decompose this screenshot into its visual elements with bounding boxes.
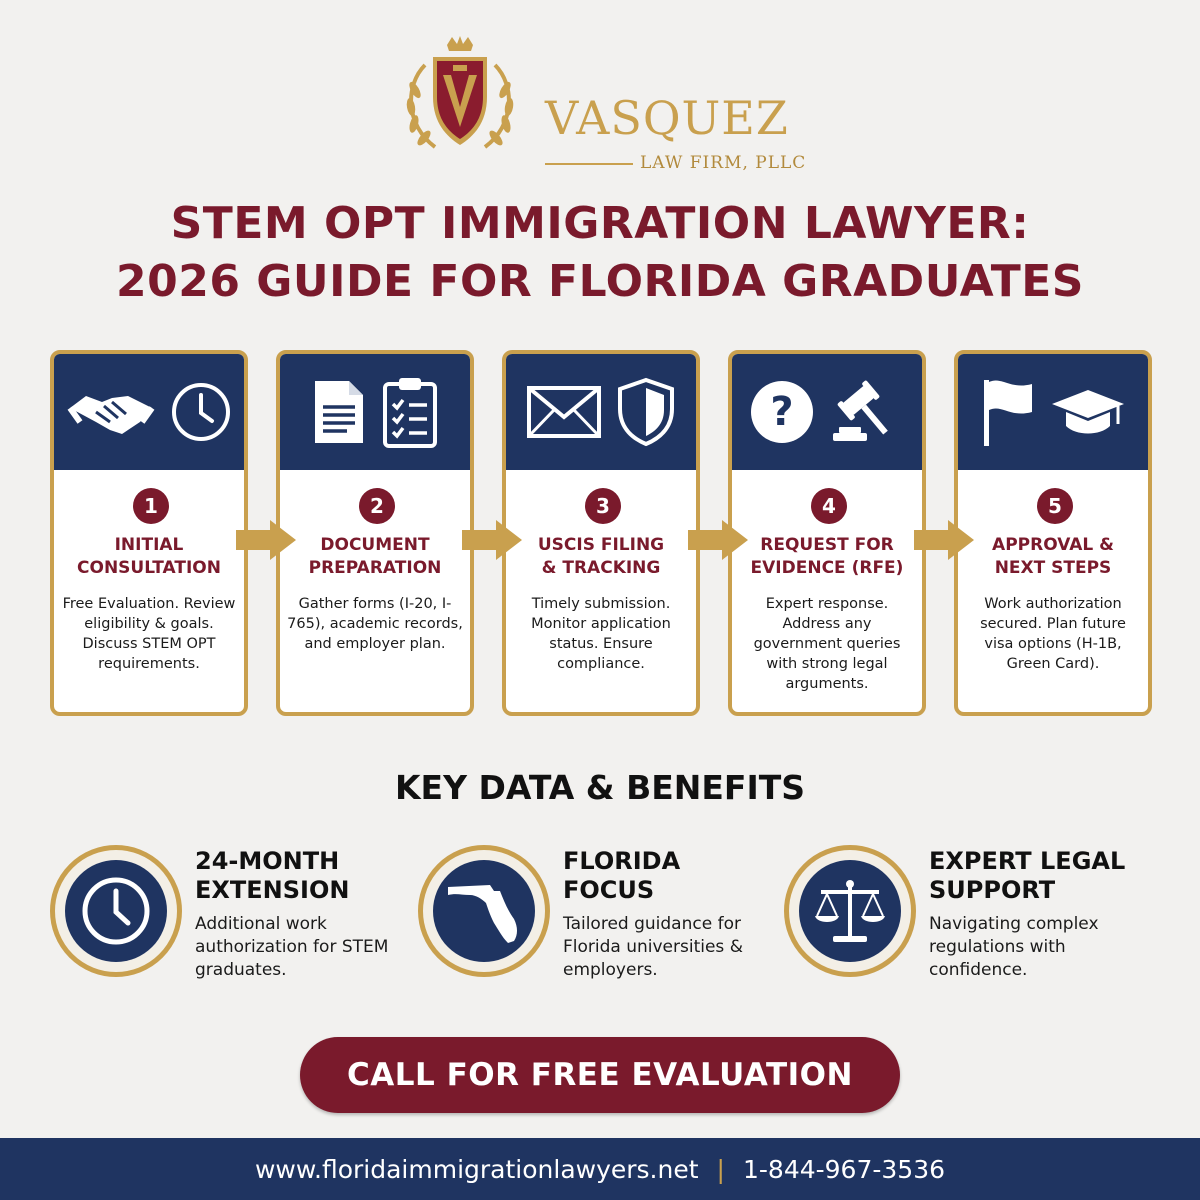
step-card-header [280, 354, 470, 470]
step-description: Expert response. Address any government queries with strong legal arguments. [753, 596, 901, 692]
shield-icon [616, 377, 676, 447]
arrow-right-icon [688, 520, 748, 560]
arrow-right-icon [236, 520, 296, 560]
benefit-title-line2: FOCUS [563, 876, 655, 904]
page-title-line2: 2026 GUIDE FOR FLORIDA GRADUATES [116, 256, 1084, 307]
benefit-description: Navigating complex regulations with confidence. [929, 914, 1099, 980]
step-title-line1: APPROVAL & [992, 535, 1114, 555]
page-title-line1: STEM OPT IMMIGRATION LAWYER: [170, 198, 1030, 249]
step-title-line2: & TRACKING [541, 558, 661, 578]
free-evaluation-button[interactable]: CALL FOR FREE EVALUATION [300, 1037, 900, 1113]
page-title [0, 195, 1200, 311]
step-card-header [54, 354, 244, 470]
footer-separator: | [716, 1154, 725, 1184]
step-title [962, 534, 1144, 580]
benefit-icon-badge [50, 845, 182, 977]
clock-icon [80, 875, 152, 947]
step-title [58, 534, 240, 580]
firm-name: VASQUEZ [545, 91, 789, 145]
benefit-item-florida [418, 845, 788, 985]
benefit-title [563, 847, 783, 905]
step-title-line2: PREPARATION [308, 558, 442, 578]
step-description: Work authorization secured. Plan future visa options (H-1B, Green Card). [980, 596, 1126, 672]
clipboard-checklist-icon [381, 376, 439, 448]
step-description: Timely submission. Monitor application status. Ensure compliance. [531, 596, 671, 672]
benefit-item-extension [50, 845, 420, 985]
arrow-right-icon [914, 520, 974, 560]
scales-of-justice-icon [813, 876, 887, 946]
step-title [736, 534, 918, 580]
step-title-line1: DOCUMENT [320, 535, 430, 555]
step-number: 2 [359, 488, 395, 524]
benefit-title-line2: SUPPORT [929, 876, 1056, 904]
step-number: 3 [585, 488, 621, 524]
step-title-line1: INITIAL [114, 535, 184, 555]
benefit-icon-badge [784, 845, 916, 977]
benefit-title [929, 847, 1149, 905]
firm-subtitle: LAW FIRM, PLLC [640, 153, 807, 173]
handshake-icon [66, 382, 156, 442]
step-card-header [958, 354, 1148, 470]
flag-icon [980, 376, 1036, 448]
step-title-line2: EVIDENCE (RFE) [750, 558, 904, 578]
step-card-1 [50, 350, 248, 716]
graduation-cap-icon [1050, 384, 1126, 440]
step-number: 1 [133, 488, 169, 524]
florida-map-icon [444, 875, 524, 947]
website-link[interactable]: www.floridaimmigrationlawyers.net [254, 1154, 699, 1184]
step-title [284, 534, 466, 580]
phone-number-link[interactable]: 1-844-967-3536 [742, 1154, 946, 1184]
clock-icon [170, 381, 232, 443]
step-title-line2: NEXT STEPS [994, 558, 1112, 578]
footer-bar [0, 1138, 1200, 1200]
benefit-title [195, 847, 415, 905]
benefit-title-line2: EXTENSION [195, 876, 350, 904]
benefit-description: Tailored guidance for Florida universities & employers. [563, 914, 743, 980]
step-card-5 [954, 350, 1152, 716]
svg-text:?: ? [770, 389, 794, 435]
envelope-icon [526, 385, 602, 439]
step-title-line2: CONSULTATION [77, 558, 221, 578]
step-description: Gather forms (I-20, I-765), academic records, and employer plan. [287, 596, 463, 652]
gavel-icon [829, 379, 905, 445]
step-title [510, 534, 692, 580]
benefit-icon-badge [418, 845, 550, 977]
firm-logo [395, 35, 815, 173]
document-icon [311, 377, 367, 447]
step-number: 5 [1037, 488, 1073, 524]
arrow-right-icon [462, 520, 522, 560]
step-card-4 [728, 350, 926, 716]
benefit-title-line1: FLORIDA [563, 847, 681, 875]
benefit-description: Additional work authorization for STEM graduates. [195, 914, 389, 980]
question-icon [749, 379, 815, 445]
step-card-2 [276, 350, 474, 716]
benefit-item-legal-support [784, 845, 1164, 985]
step-number: 4 [811, 488, 847, 524]
step-title-line1: REQUEST FOR [760, 535, 894, 555]
benefit-title-line1: EXPERT LEGAL [929, 847, 1126, 875]
step-card-header [506, 354, 696, 470]
step-card-3 [502, 350, 700, 716]
step-title-line1: USCIS FILING [537, 535, 665, 555]
step-description: Free Evaluation. Review eligibility & goals. Discuss STEM OPT requirements. [62, 596, 236, 672]
logo-divider [545, 163, 633, 165]
benefits-section-title: KEY DATA & BENEFITS [394, 768, 806, 807]
benefit-title-line1: 24-MONTH [195, 847, 340, 875]
crest-shield-laurel-icon [395, 35, 525, 160]
step-card-header [732, 354, 922, 470]
